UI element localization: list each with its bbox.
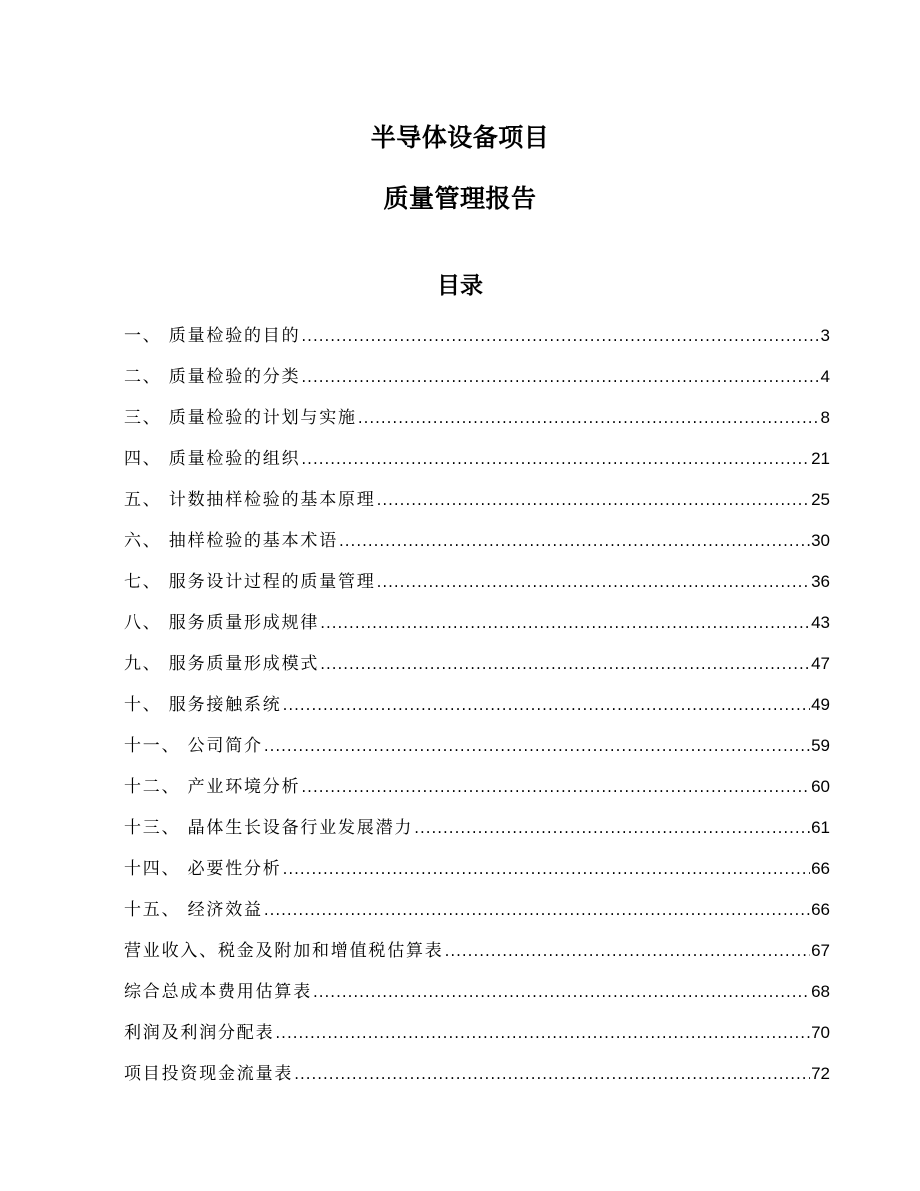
toc-leader-dots: [377, 485, 810, 515]
toc-entry-label: 项目投资现金流量表: [124, 1064, 294, 1084]
toc-leader-dots: [320, 608, 810, 638]
toc-entry-page-number: 21: [811, 449, 830, 468]
toc-entry[interactable]: [124, 731, 830, 772]
toc-heading: 目录: [437, 273, 483, 299]
toc-entry[interactable]: [124, 608, 830, 649]
toc-leader-dots: [283, 854, 810, 884]
toc-leader-dots: [301, 772, 810, 802]
toc-entry-label: 五、 计数抽样检验的基本原理: [124, 490, 376, 510]
toc-entry[interactable]: [124, 403, 830, 444]
toc-entry-label: 七、 服务设计过程的质量管理: [124, 572, 376, 592]
toc-entry-label: 二、 质量检验的分类: [124, 367, 301, 387]
toc-entry-label: 十二、 产业环境分析: [124, 777, 301, 797]
toc-entry-label: 十三、 晶体生长设备行业发展潜力: [124, 818, 414, 838]
toc-entry-page-number: 61: [811, 818, 830, 837]
toc-entry[interactable]: [124, 977, 830, 1018]
toc-entry-label: 利润及利润分配表: [124, 1023, 275, 1043]
toc-entry-page-number: 49: [811, 695, 830, 714]
toc-entry-page-number: 30: [811, 531, 830, 550]
toc-entry-page-number: 3: [820, 326, 830, 345]
toc-leader-dots: [301, 321, 819, 351]
toc-leader-dots: [445, 936, 810, 966]
toc-entry[interactable]: [124, 854, 830, 895]
toc-entry-page-number: 70: [811, 1023, 830, 1042]
toc-entry[interactable]: [124, 936, 830, 977]
toc-entry-label: 九、 服务质量形成模式: [124, 654, 320, 674]
document-title: 半导体设备项目: [370, 123, 550, 152]
toc-entry[interactable]: [124, 1018, 830, 1059]
toc-leader-dots: [283, 690, 810, 720]
toc-entry-page-number: 68: [811, 982, 830, 1001]
toc-entry-page-number: 72: [811, 1064, 830, 1083]
toc-entry-label: 四、 质量检验的组织: [124, 449, 301, 469]
toc-entry-label: 十一、 公司简介: [124, 736, 263, 756]
toc-entry-page-number: 59: [811, 736, 830, 755]
toc-entry[interactable]: [124, 567, 830, 608]
toc-entry-label: 八、 服务质量形成规律: [124, 613, 320, 633]
toc-entry-page-number: 43: [811, 613, 830, 632]
toc-entry-page-number: 66: [811, 900, 830, 919]
toc-entry-label: 十、 服务接触系统: [124, 695, 282, 715]
toc-leader-dots: [414, 813, 810, 843]
table-of-contents: [124, 321, 830, 1100]
toc-entry[interactable]: [124, 649, 830, 690]
toc-entry-page-number: 4: [820, 367, 830, 386]
toc-leader-dots: [301, 444, 810, 474]
toc-entry[interactable]: [124, 321, 830, 362]
toc-leader-dots: [264, 895, 810, 925]
toc-entry[interactable]: [124, 444, 830, 485]
toc-entry[interactable]: [124, 772, 830, 813]
toc-leader-dots: [301, 362, 819, 392]
toc-leader-dots: [275, 1018, 810, 1048]
toc-entry-page-number: 25: [811, 490, 830, 509]
toc-leader-dots: [339, 526, 810, 556]
toc-entry[interactable]: [124, 526, 830, 567]
toc-entry[interactable]: [124, 1059, 830, 1100]
toc-entry[interactable]: [124, 813, 830, 854]
toc-entry[interactable]: [124, 690, 830, 731]
toc-leader-dots: [294, 1059, 810, 1089]
toc-entry-label: 综合总成本费用估算表: [124, 982, 312, 1002]
toc-entry-page-number: 36: [811, 572, 830, 591]
toc-entry-page-number: 66: [811, 859, 830, 878]
toc-entry[interactable]: [124, 485, 830, 526]
document-subtitle: 质量管理报告: [383, 184, 537, 213]
toc-entry[interactable]: [124, 895, 830, 936]
toc-entry-page-number: 47: [811, 654, 830, 673]
toc-entry-label: 六、 抽样检验的基本术语: [124, 531, 339, 551]
toc-entry-page-number: 8: [820, 408, 830, 427]
toc-entry-page-number: 60: [811, 777, 830, 796]
toc-entry-label: 一、 质量检验的目的: [124, 326, 301, 346]
toc-leader-dots: [377, 567, 810, 597]
toc-leader-dots: [313, 977, 810, 1007]
toc-entry-page-number: 67: [811, 941, 830, 960]
toc-leader-dots: [264, 731, 810, 761]
toc-entry[interactable]: [124, 362, 830, 403]
toc-entry-label: 营业收入、税金及附加和增值税估算表: [124, 941, 444, 961]
toc-entry-label: 三、 质量检验的计划与实施: [124, 408, 357, 428]
toc-leader-dots: [358, 403, 820, 433]
toc-leader-dots: [320, 649, 810, 679]
toc-entry-label: 十四、 必要性分析: [124, 859, 282, 879]
toc-entry-label: 十五、 经济效益: [124, 900, 263, 920]
